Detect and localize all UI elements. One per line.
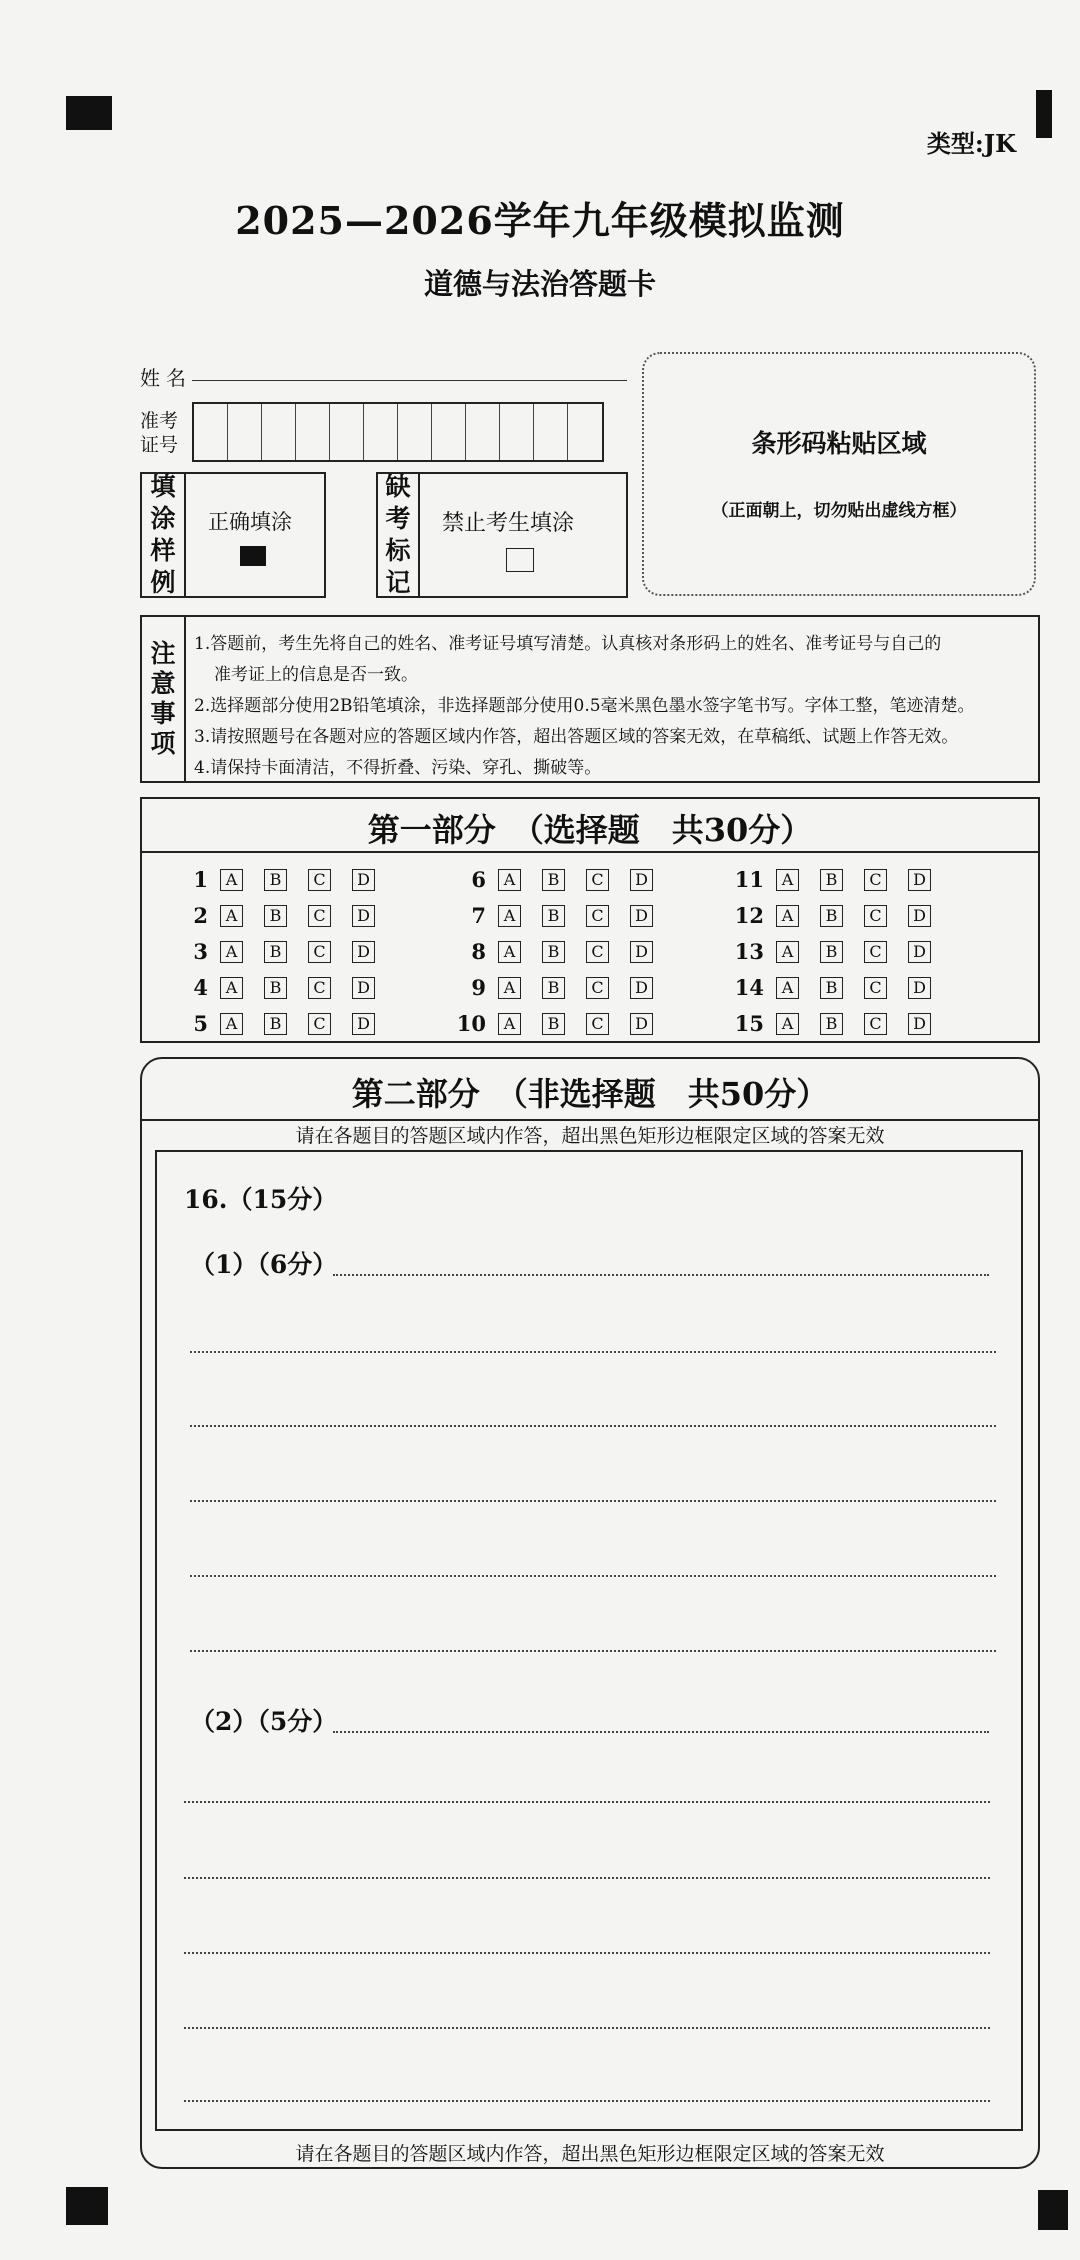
answer-bubble-12-C[interactable]: C <box>864 905 887 927</box>
sub-question-1-label: （1）（6分） <box>190 1250 338 1279</box>
exam-id-cell[interactable] <box>398 404 432 460</box>
answer-bubble-6-C[interactable]: C <box>586 869 609 891</box>
answer-bubble-15-A[interactable]: A <box>776 1013 799 1035</box>
answer-bubble-1-B[interactable]: B <box>264 869 287 891</box>
answer-bubble-5-A[interactable]: A <box>220 1013 243 1035</box>
answer-bubble-10-C[interactable]: C <box>586 1013 609 1035</box>
answer-line[interactable] <box>190 1575 996 1577</box>
answer-line[interactable] <box>184 1877 990 1879</box>
barcode-title: 条形码粘贴区域 <box>751 429 927 458</box>
question-number: 8 <box>471 939 486 964</box>
note-line: 1.答题前，考生先将自己的姓名、准考证号填写清楚。认真核对条形码上的姓名、准考证号与自己的 <box>194 634 942 654</box>
part2-heading: 第二部分 （非选择题 共50分） <box>351 1075 829 1113</box>
exam-id-cell[interactable] <box>466 404 500 460</box>
type-label: 类型:JK <box>926 129 1016 158</box>
notes-box <box>140 615 1040 783</box>
answer-bubble-12-D[interactable]: D <box>908 905 931 927</box>
question-number: 14 <box>734 975 764 1000</box>
answer-bubble-3-A[interactable]: A <box>220 941 243 963</box>
exam-id-cell[interactable] <box>296 404 330 460</box>
exam-id-cell[interactable] <box>330 404 364 460</box>
exam-id-label-2: 证号 <box>140 434 179 456</box>
part1-divider <box>142 851 1038 853</box>
exam-id-grid[interactable] <box>192 402 604 462</box>
question-16-label: 16.（15分） <box>184 1185 338 1214</box>
exam-id-cell[interactable] <box>568 404 602 460</box>
answer-bubble-4-B[interactable]: B <box>264 977 287 999</box>
answer-bubble-13-D[interactable]: D <box>908 941 931 963</box>
answer-line[interactable] <box>190 1500 996 1502</box>
exam-id-cell[interactable] <box>228 404 262 460</box>
registration-mark-top-right <box>1036 90 1052 138</box>
fill-example-text: 正确填涂 <box>208 510 292 534</box>
answer-bubble-15-B[interactable]: B <box>820 1013 843 1035</box>
question-number: 11 <box>734 867 764 892</box>
answer-line[interactable] <box>184 1952 990 1954</box>
fill-example-box <box>140 472 326 598</box>
answer-bubble-11-B[interactable]: B <box>820 869 843 891</box>
name-field[interactable] <box>192 380 627 381</box>
answer-bubble-9-A[interactable]: A <box>498 977 521 999</box>
answer-bubble-12-A[interactable]: A <box>776 905 799 927</box>
answer-bubble-11-A[interactable]: A <box>776 869 799 891</box>
answer-bubble-13-C[interactable]: C <box>864 941 887 963</box>
page-subtitle: 道德与法治答题卡 <box>423 267 656 301</box>
answer-bubble-6-D[interactable]: D <box>630 869 653 891</box>
answer-bubble-7-B[interactable]: B <box>542 905 565 927</box>
question-number: 2 <box>193 903 208 928</box>
answer-area-rule-bottom: 请在各题目的答题区域内作答，超出黑色矩形边框限定区域的答案无效 <box>295 2143 885 2165</box>
question-number: 9 <box>471 975 486 1000</box>
registration-mark-bottom-right <box>1038 2190 1068 2230</box>
answer-bubble-11-D[interactable]: D <box>908 869 931 891</box>
question-number: 5 <box>193 1011 208 1036</box>
answer-bubble-9-C[interactable]: C <box>586 977 609 999</box>
answer-bubble-15-D[interactable]: D <box>908 1013 931 1035</box>
absent-mark-label: 缺 考 标 记 <box>378 474 420 596</box>
answer-bubble-1-D[interactable]: D <box>352 869 375 891</box>
answer-bubble-9-B[interactable]: B <box>542 977 565 999</box>
absent-mark-box <box>376 472 628 598</box>
exam-id-cell[interactable] <box>500 404 534 460</box>
filled-box-example <box>240 546 266 566</box>
registration-mark-bottom-left <box>66 2187 108 2225</box>
answer-bubble-2-A[interactable]: A <box>220 905 243 927</box>
answer-bubble-10-D[interactable]: D <box>630 1013 653 1035</box>
answer-bubble-13-A[interactable]: A <box>776 941 799 963</box>
answer-bubble-8-B[interactable]: B <box>542 941 565 963</box>
answer-bubble-6-B[interactable]: B <box>542 869 565 891</box>
question-number: 1 <box>193 867 208 892</box>
answer-bubble-11-C[interactable]: C <box>864 869 887 891</box>
question-number: 7 <box>471 903 486 928</box>
answer-bubble-4-D[interactable]: D <box>352 977 375 999</box>
answer-line[interactable] <box>190 1425 996 1427</box>
answer-bubble-4-C[interactable]: C <box>308 977 331 999</box>
note-line: 准考证上的信息是否一致。 <box>214 665 418 685</box>
answer-area-rule-top: 请在各题目的答题区域内作答，超出黑色矩形边框限定区域的答案无效 <box>295 1125 885 1147</box>
answer-bubble-1-A[interactable]: A <box>220 869 243 891</box>
answer-bubble-14-D[interactable]: D <box>908 977 931 999</box>
part1-box <box>140 797 1040 1043</box>
page-title: 2025—2026学年九年级模拟监测 <box>235 198 845 243</box>
answer-bubble-8-C[interactable]: C <box>586 941 609 963</box>
exam-id-cell[interactable] <box>432 404 466 460</box>
exam-id-cell[interactable] <box>194 404 228 460</box>
answer-bubble-7-C[interactable]: C <box>586 905 609 927</box>
answer-bubble-7-D[interactable]: D <box>630 905 653 927</box>
question-number: 10 <box>456 1011 486 1036</box>
note-line: 4.请保持卡面清洁，不得折叠、污染、穿孔、撕破等。 <box>194 758 602 778</box>
barcode-area <box>642 352 1036 596</box>
answer-line[interactable] <box>184 1801 990 1803</box>
name-label: 姓名 <box>140 366 192 390</box>
answer-bubble-14-C[interactable]: C <box>864 977 887 999</box>
question-number: 3 <box>193 939 208 964</box>
question-number: 13 <box>734 939 764 964</box>
exam-id-label-1: 准考 <box>140 410 179 432</box>
question-number: 4 <box>193 975 208 1000</box>
answer-bubble-2-D[interactable]: D <box>352 905 375 927</box>
answer-bubble-2-B[interactable]: B <box>264 905 287 927</box>
answer-bubble-4-A[interactable]: A <box>220 977 243 999</box>
answer-bubble-3-B[interactable]: B <box>264 941 287 963</box>
exam-id-cell[interactable] <box>262 404 296 460</box>
answer-bubble-8-D[interactable]: D <box>630 941 653 963</box>
answer-line[interactable] <box>333 1274 989 1276</box>
answer-bubble-10-B[interactable]: B <box>542 1013 565 1035</box>
answer-bubble-10-A[interactable]: A <box>498 1013 521 1035</box>
answer-bubble-5-C[interactable]: C <box>308 1013 331 1035</box>
answer-bubble-5-D[interactable]: D <box>352 1013 375 1035</box>
exam-id-cell[interactable] <box>534 404 568 460</box>
answer-bubble-6-A[interactable]: A <box>498 869 521 891</box>
barcode-note: （正面朝上，切勿贴出虚线方框） <box>711 501 967 521</box>
answer-bubble-5-B[interactable]: B <box>264 1013 287 1035</box>
answer-line[interactable] <box>333 1731 989 1733</box>
answer-line[interactable] <box>184 2100 990 2102</box>
answer-line[interactable] <box>190 1650 996 1652</box>
question-number: 12 <box>734 903 764 928</box>
question-number: 6 <box>471 867 486 892</box>
exam-id-cell[interactable] <box>364 404 398 460</box>
note-line: 2.选择题部分使用2B铅笔填涂，非选择题部分使用0.5毫米黑色墨水签字笔书写。字体工整，笔迹清楚。 <box>194 696 975 716</box>
absent-mark-text: 禁止考生填涂 <box>442 511 575 536</box>
answer-bubble-3-C[interactable]: C <box>308 941 331 963</box>
answer-bubble-9-D[interactable]: D <box>630 977 653 999</box>
registration-mark-top-left <box>66 96 112 130</box>
part1-heading: 第一部分 （选择题 共30分） <box>367 811 813 849</box>
answer-line[interactable] <box>184 2027 990 2029</box>
answer-bubble-14-A[interactable]: A <box>776 977 799 999</box>
answer-bubble-1-C[interactable]: C <box>308 869 331 891</box>
answer-bubble-7-A[interactable]: A <box>498 905 521 927</box>
absent-checkbox[interactable] <box>506 548 534 572</box>
answer-bubble-15-C[interactable]: C <box>864 1013 887 1035</box>
answer-line[interactable] <box>190 1351 996 1353</box>
answer-bubble-14-B[interactable]: B <box>820 977 843 999</box>
answer-bubble-13-B[interactable]: B <box>820 941 843 963</box>
question-number: 15 <box>734 1011 764 1036</box>
answer-bubble-12-B[interactable]: B <box>820 905 843 927</box>
notes-label: 注 意 事 项 <box>142 617 186 781</box>
answer-bubble-2-C[interactable]: C <box>308 905 331 927</box>
answer-bubble-3-D[interactable]: D <box>352 941 375 963</box>
fill-example-label: 填 涂 样 例 <box>142 474 186 596</box>
answer-area-16[interactable] <box>155 1150 1023 2131</box>
answer-bubble-8-A[interactable]: A <box>498 941 521 963</box>
note-line: 3.请按照题号在各题对应的答题区域内作答，超出答题区域的答案无效，在草稿纸、试题上作答无效。 <box>194 727 959 747</box>
sub-question-2-label: （2）（5分） <box>190 1707 338 1736</box>
